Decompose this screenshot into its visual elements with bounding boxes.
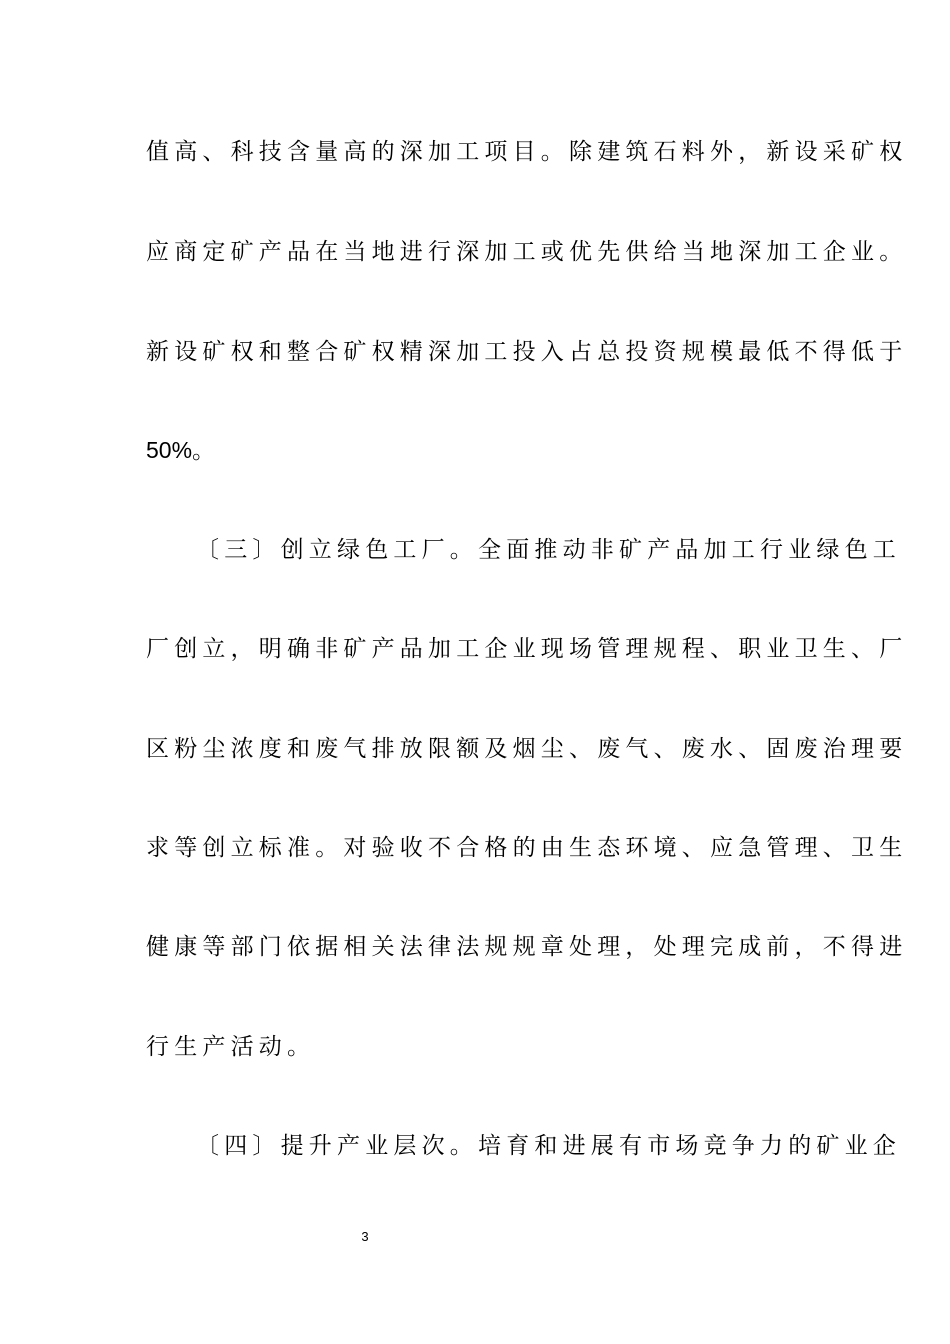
page-number: 3 <box>361 1229 369 1244</box>
text-line-4: 50%。 <box>146 437 216 463</box>
text-line-7: 区粉尘浓度和废气排放限额及烟尘、废气、废水、固废治理要 <box>146 736 908 762</box>
text-line-10: 行生产活动。 <box>146 1034 316 1060</box>
text-line-6: 厂创立，明确非矿产品加工企业现场管理规程、职业卫生、厂 <box>146 636 908 662</box>
text-line-2: 应商定矿产品在当地进行深加工或优先供给当地深加工企业。 <box>146 239 908 265</box>
text-line-3: 新设矿权和整合矿权精深加工投入占总投资规模最低不得低于 <box>146 339 908 365</box>
section-3-heading-line: 〔三〕创立绿色工厂。全面推动非矿产品加工行业绿色工 <box>196 537 901 563</box>
text-line-1: 值高、科技含量高的深加工项目。除建筑石料外，新设采矿权 <box>146 139 908 165</box>
section-4-heading-line: 〔四〕提升产业层次。培育和进展有市场竞争力的矿业企 <box>196 1133 901 1159</box>
text-line-8: 求等创立标准。对验收不合格的由生态环境、应急管理、卫生 <box>146 835 908 861</box>
text-line-9: 健康等部门依据相关法律法规规章处理，处理完成前，不得进 <box>146 934 908 960</box>
